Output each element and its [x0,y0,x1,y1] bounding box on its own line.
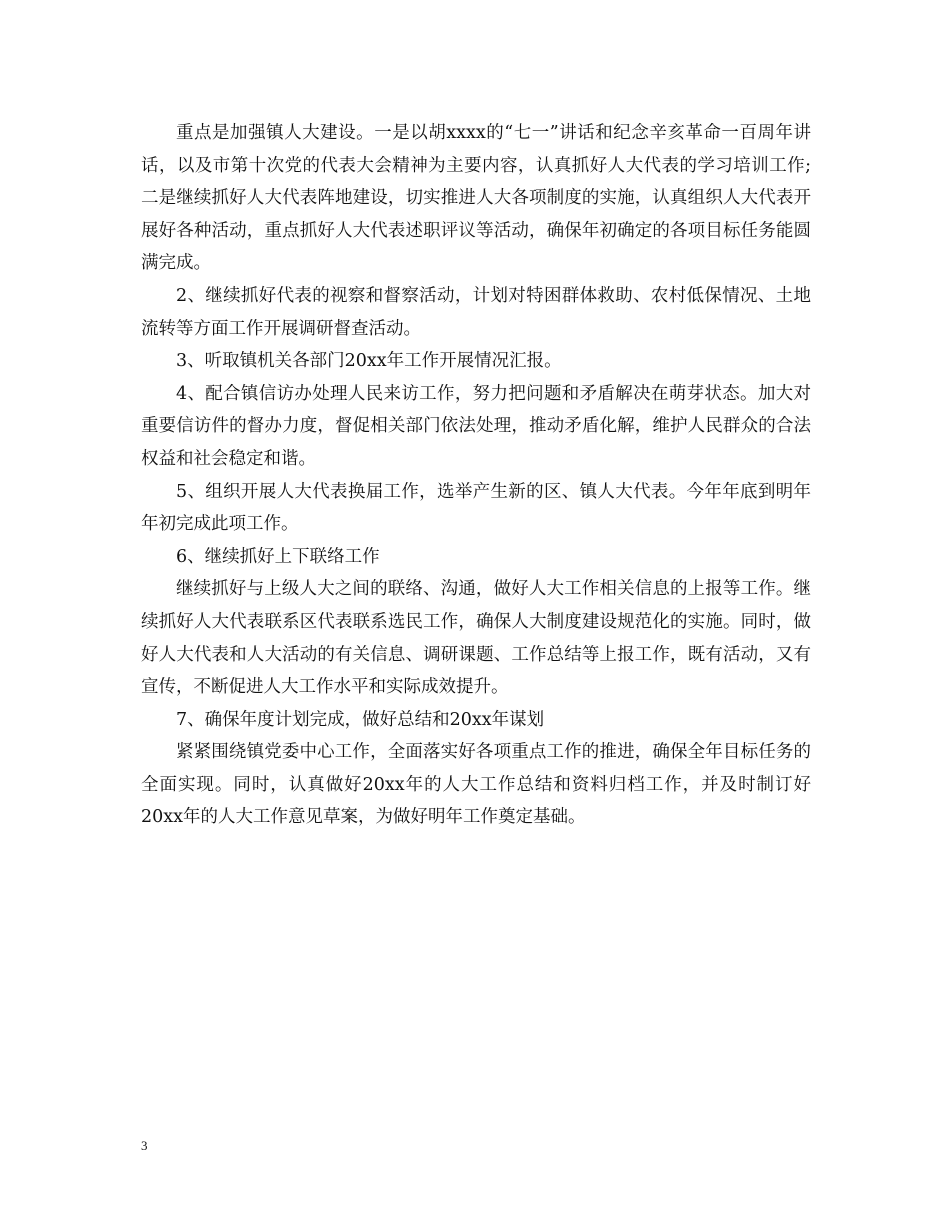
paragraph-9: 紧紧围绕镇党委中心工作，全面落实好各项重点工作的推进，确保全年目标任务的全面实现。同时，认真做好20xx年的人大工作总结和资料归档工作，并及时制订好20xx年的人大工作意见草案，为做好明年工作奠定基础。 [141,742,811,828]
paragraph-1: 重点是加强镇人大建设。一是以胡xxxx的“七一”讲话和纪念辛亥革命一百周年讲话，以及市第十次党的代表大会精神为主要内容，认真抓好人大代表的学习培训工作;二是继续抓好人大代表阵地建设，切实推进人大各项制度的实施，认真组织人大代表开展好各种活动，重点抓好人大代表述职评议等活动，确保年初确定的各项目标任务能圆满完成。 [141,123,811,274]
paragraph-4: 4、配合镇信访办处理人民来访工作，努力把问题和矛盾解决在萌芽状态。加大对重要信访件的督办力度，督促相关部门依法处理，推动矛盾化解，维护人民群众的合法权益和社会稳定和谐。 [141,383,811,469]
paragraph-5: 5、组织开展人大代表换届工作，选举产生新的区、镇人大代表。今年年底到明年年初完成此项工作。 [141,481,811,535]
paragraph-8-heading: 7、确保年度计划完成，做好总结和20xx年谋划 [176,709,545,730]
paragraph-2: 2、继续抓好代表的视察和督察活动，计划对特困群体救助、农村低保情况、土地流转等方面工作开展调研督查活动。 [141,285,811,339]
paragraph-3: 3、听取镇机关各部门20xx年工作开展情况汇报。 [176,351,562,372]
page-number: 3 [141,1138,148,1153]
paragraph-7: 继续抓好与上级人大之间的联络、沟通，做好人大工作相关信息的上报等工作。继续抓好人大代表联系区代表联系选民工作，确保人大制度建设规范化的实施。同时，做好人大代表和人大活动的有关信息、调研课题、工作总结等上报工作，既有活动，又有宣传，不断促进人大工作水平和实际成效提升。 [141,579,811,698]
document-body [141,117,811,834]
paragraph-6-heading: 6、继续抓好上下联络工作 [176,546,380,567]
